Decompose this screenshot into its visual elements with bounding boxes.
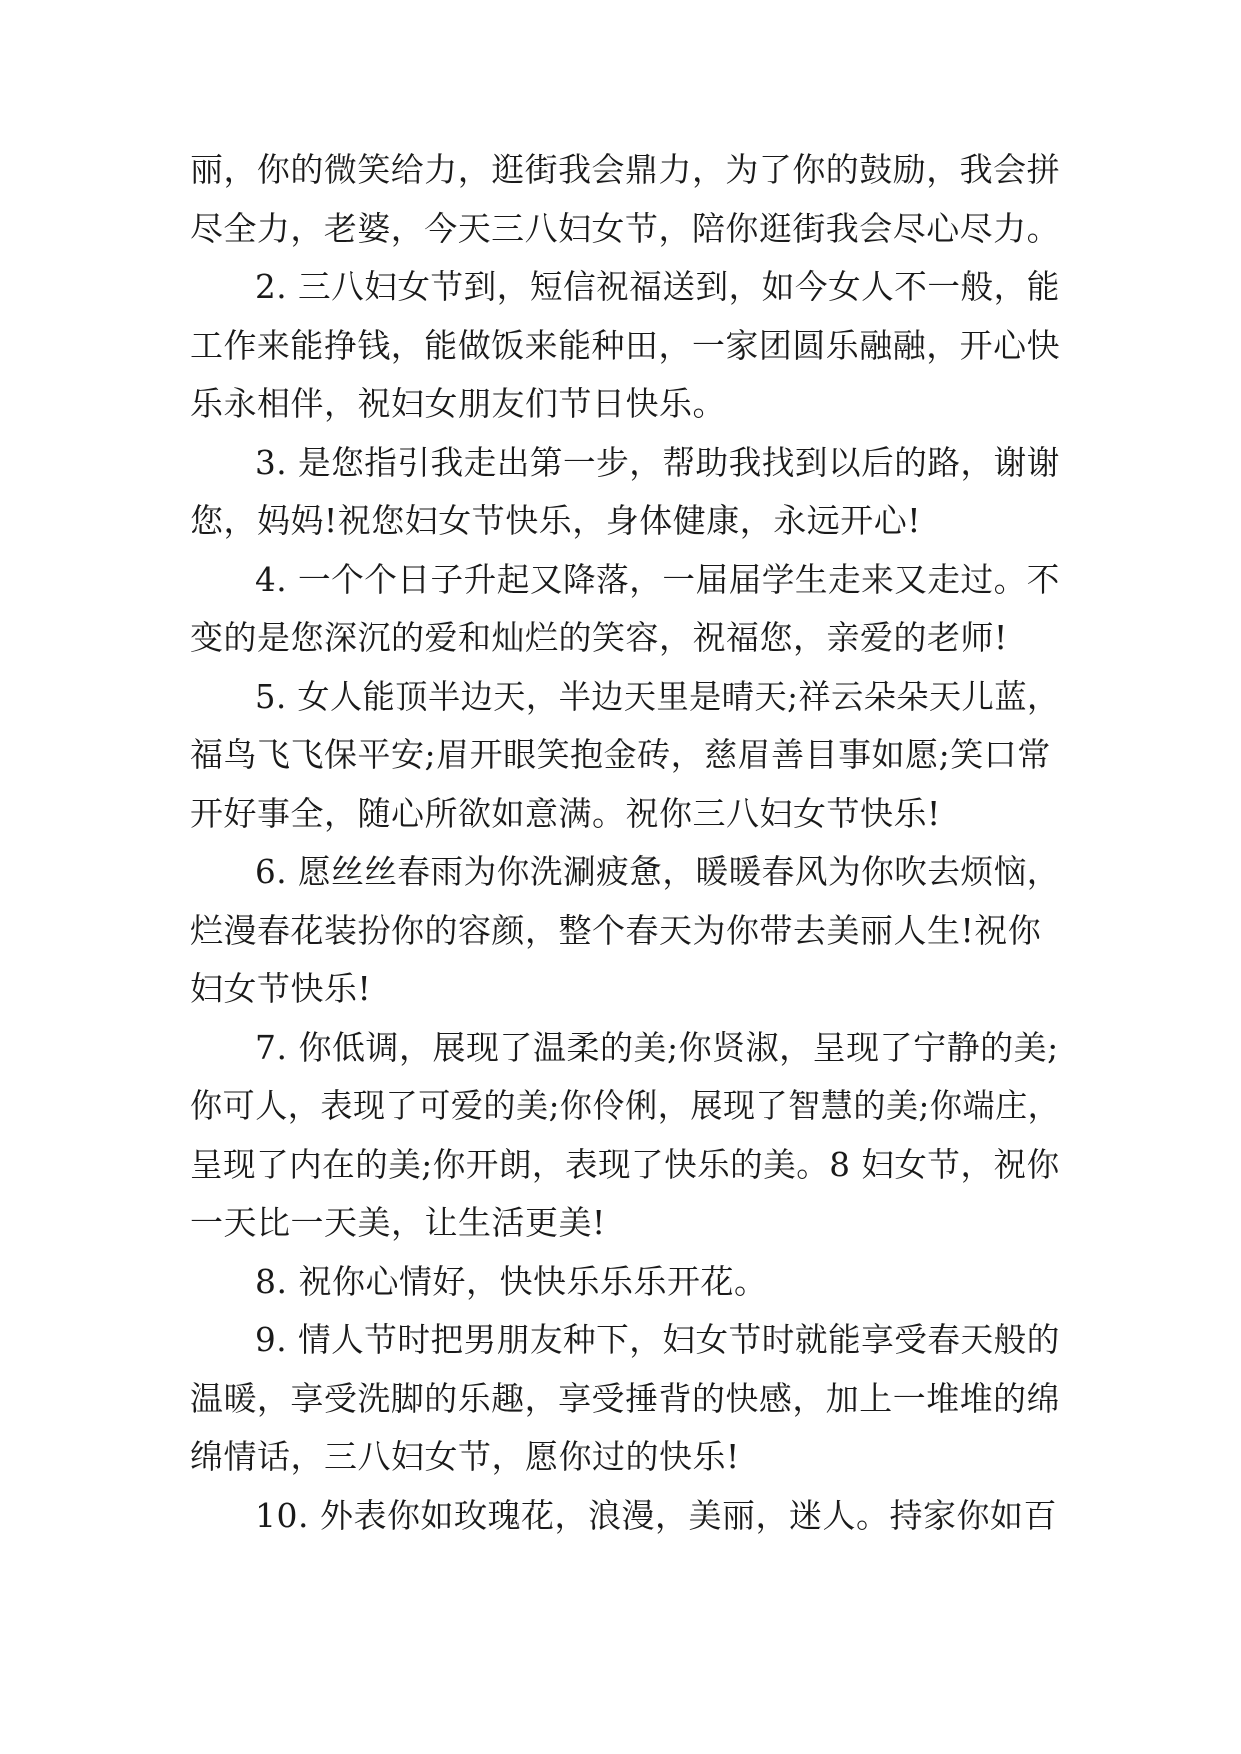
text-line: 您，妈妈!祝您妇女节快乐，身体健康，永远开心! xyxy=(190,501,922,540)
list-item-3: 3. 是您指引我走出第一步，帮助我找到以后的路，谢谢 xyxy=(255,443,1060,482)
list-item-9: 9. 情人节时把男朋友种下，妇女节时就能享受春天般的 xyxy=(255,1320,1060,1359)
text-line: 丽，你的微笑给力，逛街我会鼎力，为了你的鼓励，我会拼 xyxy=(190,150,1061,189)
text-line: 乐永相伴，祝妇女朋友们节日快乐。 xyxy=(190,384,726,423)
list-item-6: 6. 愿丝丝春雨为你洗涮疲惫，暖暖春风为你吹去烦恼， xyxy=(255,852,1060,891)
list-item-8: 8. 祝你心情好，快快乐乐乐开花。 xyxy=(255,1262,768,1301)
text-line: 烂漫春花装扮你的容颜，整个春天为你带去美丽人生!祝你 xyxy=(190,911,1042,950)
list-item-5: 5. 女人能顶半边天，半边天里是晴天;祥云朵朵天儿蓝， xyxy=(255,677,1060,716)
list-item-4: 4. 一个个日子升起又降落，一届届学生走来又走过。不 xyxy=(255,560,1060,599)
list-item-7: 7. 你低调，展现了温柔的美;你贤淑，呈现了宁静的美; xyxy=(255,1028,1059,1067)
text-line: 妇女节快乐! xyxy=(190,969,372,1008)
text-line: 一天比一天美，让生活更美! xyxy=(190,1203,606,1242)
list-item-2: 2. 三八妇女节到，短信祝福送到，如今女人不一般，能 xyxy=(255,267,1060,306)
text-line: 福鸟飞飞保平安;眉开眼笑抱金砖，慈眉善目事如愿;笑口常 xyxy=(190,735,1051,774)
text-line: 变的是您深沉的爱和灿烂的笑容，祝福您，亲爱的老师! xyxy=(190,618,1008,657)
text-line: 尽全力，老婆，今天三八妇女节，陪你逛街我会尽心尽力。 xyxy=(190,209,1061,248)
text-line: 你可人，表现了可爱的美;你伶俐，展现了智慧的美;你端庄， xyxy=(190,1086,1061,1125)
text-line: 温暖，享受洗脚的乐趣，享受捶背的快感，加上一堆堆的绵 xyxy=(190,1379,1061,1418)
text-line: 呈现了内在的美;你开朗，表现了快乐的美。8 妇女节，祝你 xyxy=(190,1145,1060,1184)
text-line: 工作来能挣钱，能做饭来能种田，一家团圆乐融融，开心快 xyxy=(190,326,1061,365)
list-item-10: 10. 外表你如玫瑰花，浪漫，美丽，迷人。持家你如百 xyxy=(255,1496,1057,1535)
text-line: 绵情话，三八妇女节，愿你过的快乐! xyxy=(190,1437,740,1476)
text-line: 开好事全，随心所欲如意满。祝你三八妇女节快乐! xyxy=(190,794,941,833)
